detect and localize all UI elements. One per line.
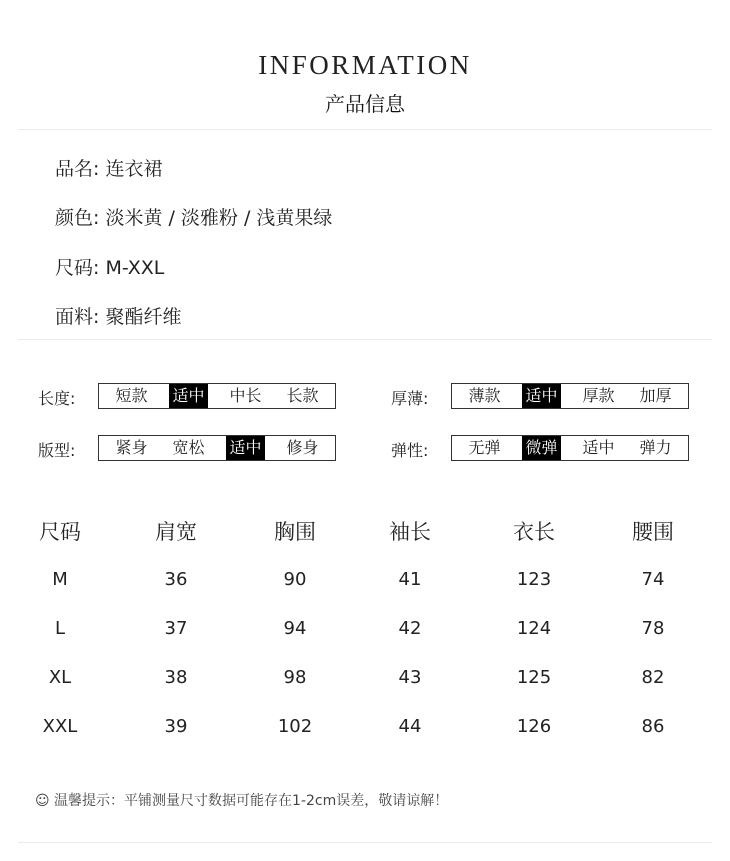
column-header: 袖长 (389, 520, 431, 544)
table-row (0, 716, 730, 746)
attr-options-thickness (451, 383, 689, 409)
info-value: M-XXL (105, 257, 165, 279)
attr-option: 紧身 (115, 438, 148, 457)
attr-options-elasticity (451, 435, 689, 461)
attr-option: 厚款 (582, 386, 615, 405)
table-cell: 44 (398, 716, 422, 737)
attr-option: 长款 (286, 386, 319, 405)
attr-option: 宽松 (172, 438, 205, 457)
attr-options-length (98, 383, 336, 409)
info-label: 面料: (55, 306, 100, 328)
info-row-name (55, 154, 162, 181)
table-cell: 38 (164, 667, 188, 688)
table-cell: 39 (164, 716, 188, 737)
table-cell: 98 (283, 667, 307, 688)
attr-option-selected: 微弹 (522, 436, 560, 460)
divider-bottom (18, 842, 712, 843)
table-cell: 102 (277, 716, 313, 737)
info-row-color (55, 203, 332, 230)
table-cell: 36 (164, 569, 188, 590)
table-cell: 42 (398, 618, 422, 639)
table-cell: XXL (42, 716, 78, 737)
attr-option: 适中 (582, 438, 615, 457)
table-cell: 74 (641, 569, 665, 590)
table-cell: 125 (516, 667, 552, 688)
table-cell: 41 (398, 569, 422, 590)
table-cell: L (54, 618, 66, 639)
attr-option: 修身 (286, 438, 319, 457)
attr-label-fit: 版型: (38, 441, 76, 460)
table-cell: 78 (641, 618, 665, 639)
table-cell: 123 (516, 569, 552, 590)
table-cell: XL (48, 667, 72, 688)
table-cell: 124 (516, 618, 552, 639)
info-label: 尺码: (55, 257, 100, 279)
table-cell: 43 (398, 667, 422, 688)
size-table-header (0, 516, 730, 546)
attr-label-elasticity: 弹性: (391, 441, 429, 460)
info-row-fabric (55, 302, 181, 329)
info-row-size (55, 253, 164, 280)
table-cell: 86 (641, 716, 665, 737)
title-english: INFORMATION (258, 50, 472, 80)
table-row (0, 569, 730, 599)
table-cell: 37 (164, 618, 188, 639)
table-cell: 82 (641, 667, 665, 688)
attr-option: 薄款 (468, 386, 501, 405)
title-chinese: 产品信息 (325, 92, 405, 116)
info-value: 聚酯纤维 (105, 306, 182, 328)
table-cell: 90 (283, 569, 307, 590)
column-header: 胸围 (274, 520, 316, 544)
attr-label-length: 长度: (38, 389, 76, 408)
table-cell: M (52, 569, 68, 590)
attr-options-fit (98, 435, 336, 461)
attr-option-selected: 适中 (169, 384, 207, 408)
table-cell: 126 (516, 716, 552, 737)
attr-option: 短款 (115, 386, 148, 405)
info-value: 淡米黄 / 淡雅粉 / 浅黄果绿 (105, 207, 333, 229)
column-header: 衣长 (513, 520, 555, 544)
info-value: 连衣裙 (105, 158, 163, 180)
attr-option: 加厚 (639, 386, 672, 405)
column-header: 肩宽 (155, 520, 197, 544)
info-label: 颜色: (55, 207, 100, 229)
column-header: 尺码 (39, 520, 81, 544)
table-row (0, 667, 730, 697)
attr-option: 无弹 (468, 438, 501, 457)
attr-option-selected: 适中 (226, 436, 264, 460)
attr-label-thickness: 厚薄: (391, 389, 429, 408)
table-row (0, 618, 730, 648)
attr-option: 弹力 (639, 438, 672, 457)
column-header: 腰围 (632, 520, 674, 544)
info-label: 品名: (55, 158, 100, 180)
table-cell: 94 (283, 618, 307, 639)
measurement-hint: ☺ 温馨提示：平铺测量尺寸数据可能存在1-2cm误差，敬请谅解！ (35, 793, 449, 809)
divider-top (18, 129, 712, 130)
divider-middle (18, 339, 712, 340)
attr-option-selected: 适中 (522, 384, 560, 408)
attr-option: 中长 (229, 386, 262, 405)
